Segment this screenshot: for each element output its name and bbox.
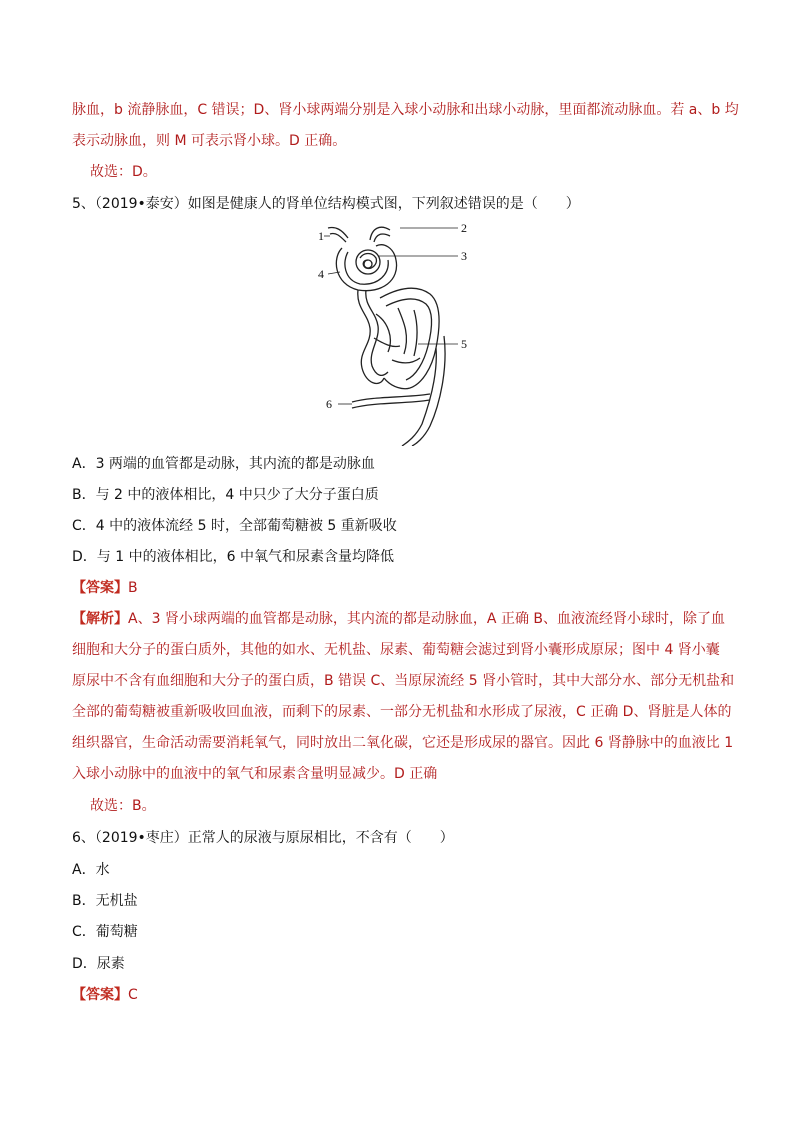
- answer-value: C: [128, 987, 138, 1003]
- diagram-label-1: 1: [318, 229, 324, 243]
- diagram-label-5: 5: [461, 337, 467, 351]
- analysis-line: 全部的葡萄糖被重新吸收回血液，而剩下的尿素、一部分无机盐和水形成了尿液，C 正确 D、肾脏是人体的: [72, 704, 732, 720]
- analysis-text: A、3 肾小球两端的血管都是动脉，其内流的都是动脉血，A 正确 B、血液流经肾小球时，除了血: [128, 611, 726, 627]
- answer-tag: 【答案】: [72, 580, 128, 596]
- answer-value: B: [128, 580, 138, 596]
- analysis-tag: 【解析】: [72, 611, 128, 627]
- question-stem: 6、（2019•枣庄）正常人的尿液与原尿相比，不含有（ ）: [72, 830, 454, 846]
- question-stem: 5、（2019•泰安）如图是健康人的肾单位结构模式图，下列叙述错误的是（ ）: [72, 196, 580, 212]
- analysis-line: 原尿中不含有血细胞和大分子的蛋白质，B 错误 C、当原尿流经 5 肾小管时，其中大部分水、部分无机盐和: [72, 673, 735, 689]
- answer-line: [72, 578, 732, 598]
- diagram-label-4: 4: [318, 267, 324, 281]
- diagram-label-2: 2: [461, 221, 467, 235]
- diagram-label-6: 6: [326, 397, 332, 411]
- explanation-line: 表示动脉血，则 M 可表示肾小球。D 正确。: [72, 133, 347, 149]
- nephron-diagram: [318, 218, 478, 446]
- option-b: B．与 2 中的液体相比，4 中只少了大分子蛋白质: [72, 487, 379, 503]
- option-c: C．葡萄糖: [72, 924, 138, 940]
- option-d: D．尿素: [72, 956, 125, 972]
- analysis-line: 细胞和大分子的蛋白质外，其他的如水、无机盐、尿素、葡萄糖会滤过到肾小囊形成原尿；图中 4 肾小囊: [72, 642, 720, 658]
- answer-tag: 【答案】: [72, 987, 128, 1003]
- option-c: C．4 中的液体流经 5 时，全部葡萄糖被 5 重新吸收: [72, 518, 397, 534]
- option-b: B．无机盐: [72, 893, 138, 909]
- choice-line: 故选：D。: [90, 164, 157, 180]
- option-a: A．3 两端的血管都是动脉，其内流的都是动脉血: [72, 456, 375, 472]
- option-d: D．与 1 中的液体相比，6 中氧气和尿素含量均降低: [72, 549, 394, 565]
- option-a: A．水: [72, 862, 110, 878]
- analysis-line: 入球小动脉中的血液中的氧气和尿素含量明显减少。D 正确: [72, 766, 438, 782]
- diagram-label-3: 3: [461, 249, 467, 263]
- choice-line: 故选：B。: [90, 798, 156, 814]
- nephron-drawing: [324, 227, 458, 446]
- analysis-line: [72, 609, 732, 629]
- explanation-line: 脉血，b 流静脉血，C 错误；D、肾小球两端分别是入球小动脉和出球小动脉，里面都流动脉血。若 a、b 均: [72, 102, 739, 118]
- answer-line: [72, 985, 732, 1005]
- analysis-line: 组织器官，生命活动需要消耗氧气，同时放出二氧化碳，它还是形成尿的器官。因此 6 肾静脉中的血液比 1: [72, 735, 734, 751]
